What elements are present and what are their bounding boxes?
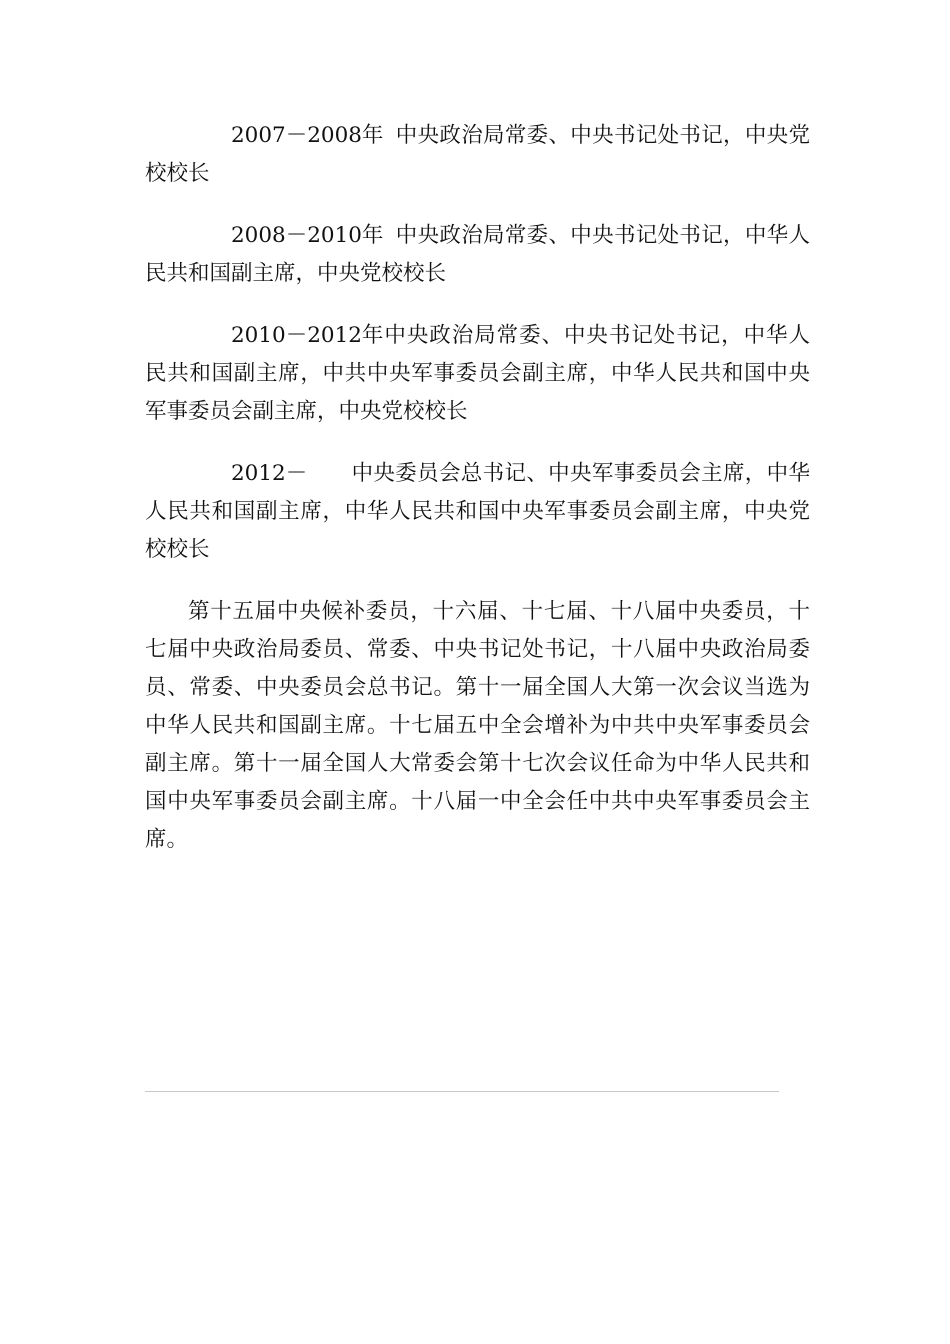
career-entry-2010 bbox=[145, 317, 810, 431]
entry-text: 中央委员会总书记、中央军事委员会主席，中华人民共和国副主席，中华人民共和国中央军事委员会副主席，中央党校校长 bbox=[145, 461, 810, 562]
career-entry-2008 bbox=[145, 217, 810, 293]
career-entry-2012 bbox=[145, 455, 810, 569]
footer-divider bbox=[145, 1091, 779, 1092]
entry-text: 中央政治局常委、中央书记处书记，中华人民共和国副主席，中央党校校长 bbox=[145, 223, 810, 286]
entry-years: 2012－ bbox=[231, 461, 308, 486]
entry-years: 2010－2012年 bbox=[231, 323, 384, 348]
entry-text: 中央政治局常委、中央书记处书记，中央党校校长 bbox=[145, 123, 810, 186]
career-entry-2007 bbox=[145, 117, 810, 193]
entry-text: 中央政治局常委、中央书记处书记，中华人民共和国副主席，中共中央军事委员会副主席，中华人民共和国中央军事委员会副主席，中央党校校长 bbox=[145, 323, 810, 424]
summary-paragraph: 第十五届中央候补委员，十六届、十七届、十八届中央委员，十七届中央政治局委员、常委、中央书记处书记，十八届中央政治局委员、常委、中央委员会总书记。第十一届全国人大第一次会议当选为中华人民共和国副主席。十七届五中全会增补为中共中央军事委员会副主席。第十一届全国人大常委会第十七次会议任命为中华人民共和国中央军事委员会副主席。十八届一中全会任中共中央军事委员会主席。 bbox=[145, 599, 810, 852]
entry-years: 2008－2010年 bbox=[231, 223, 384, 248]
document-body bbox=[145, 117, 810, 883]
entry-years: 2007－2008年 bbox=[231, 123, 384, 148]
